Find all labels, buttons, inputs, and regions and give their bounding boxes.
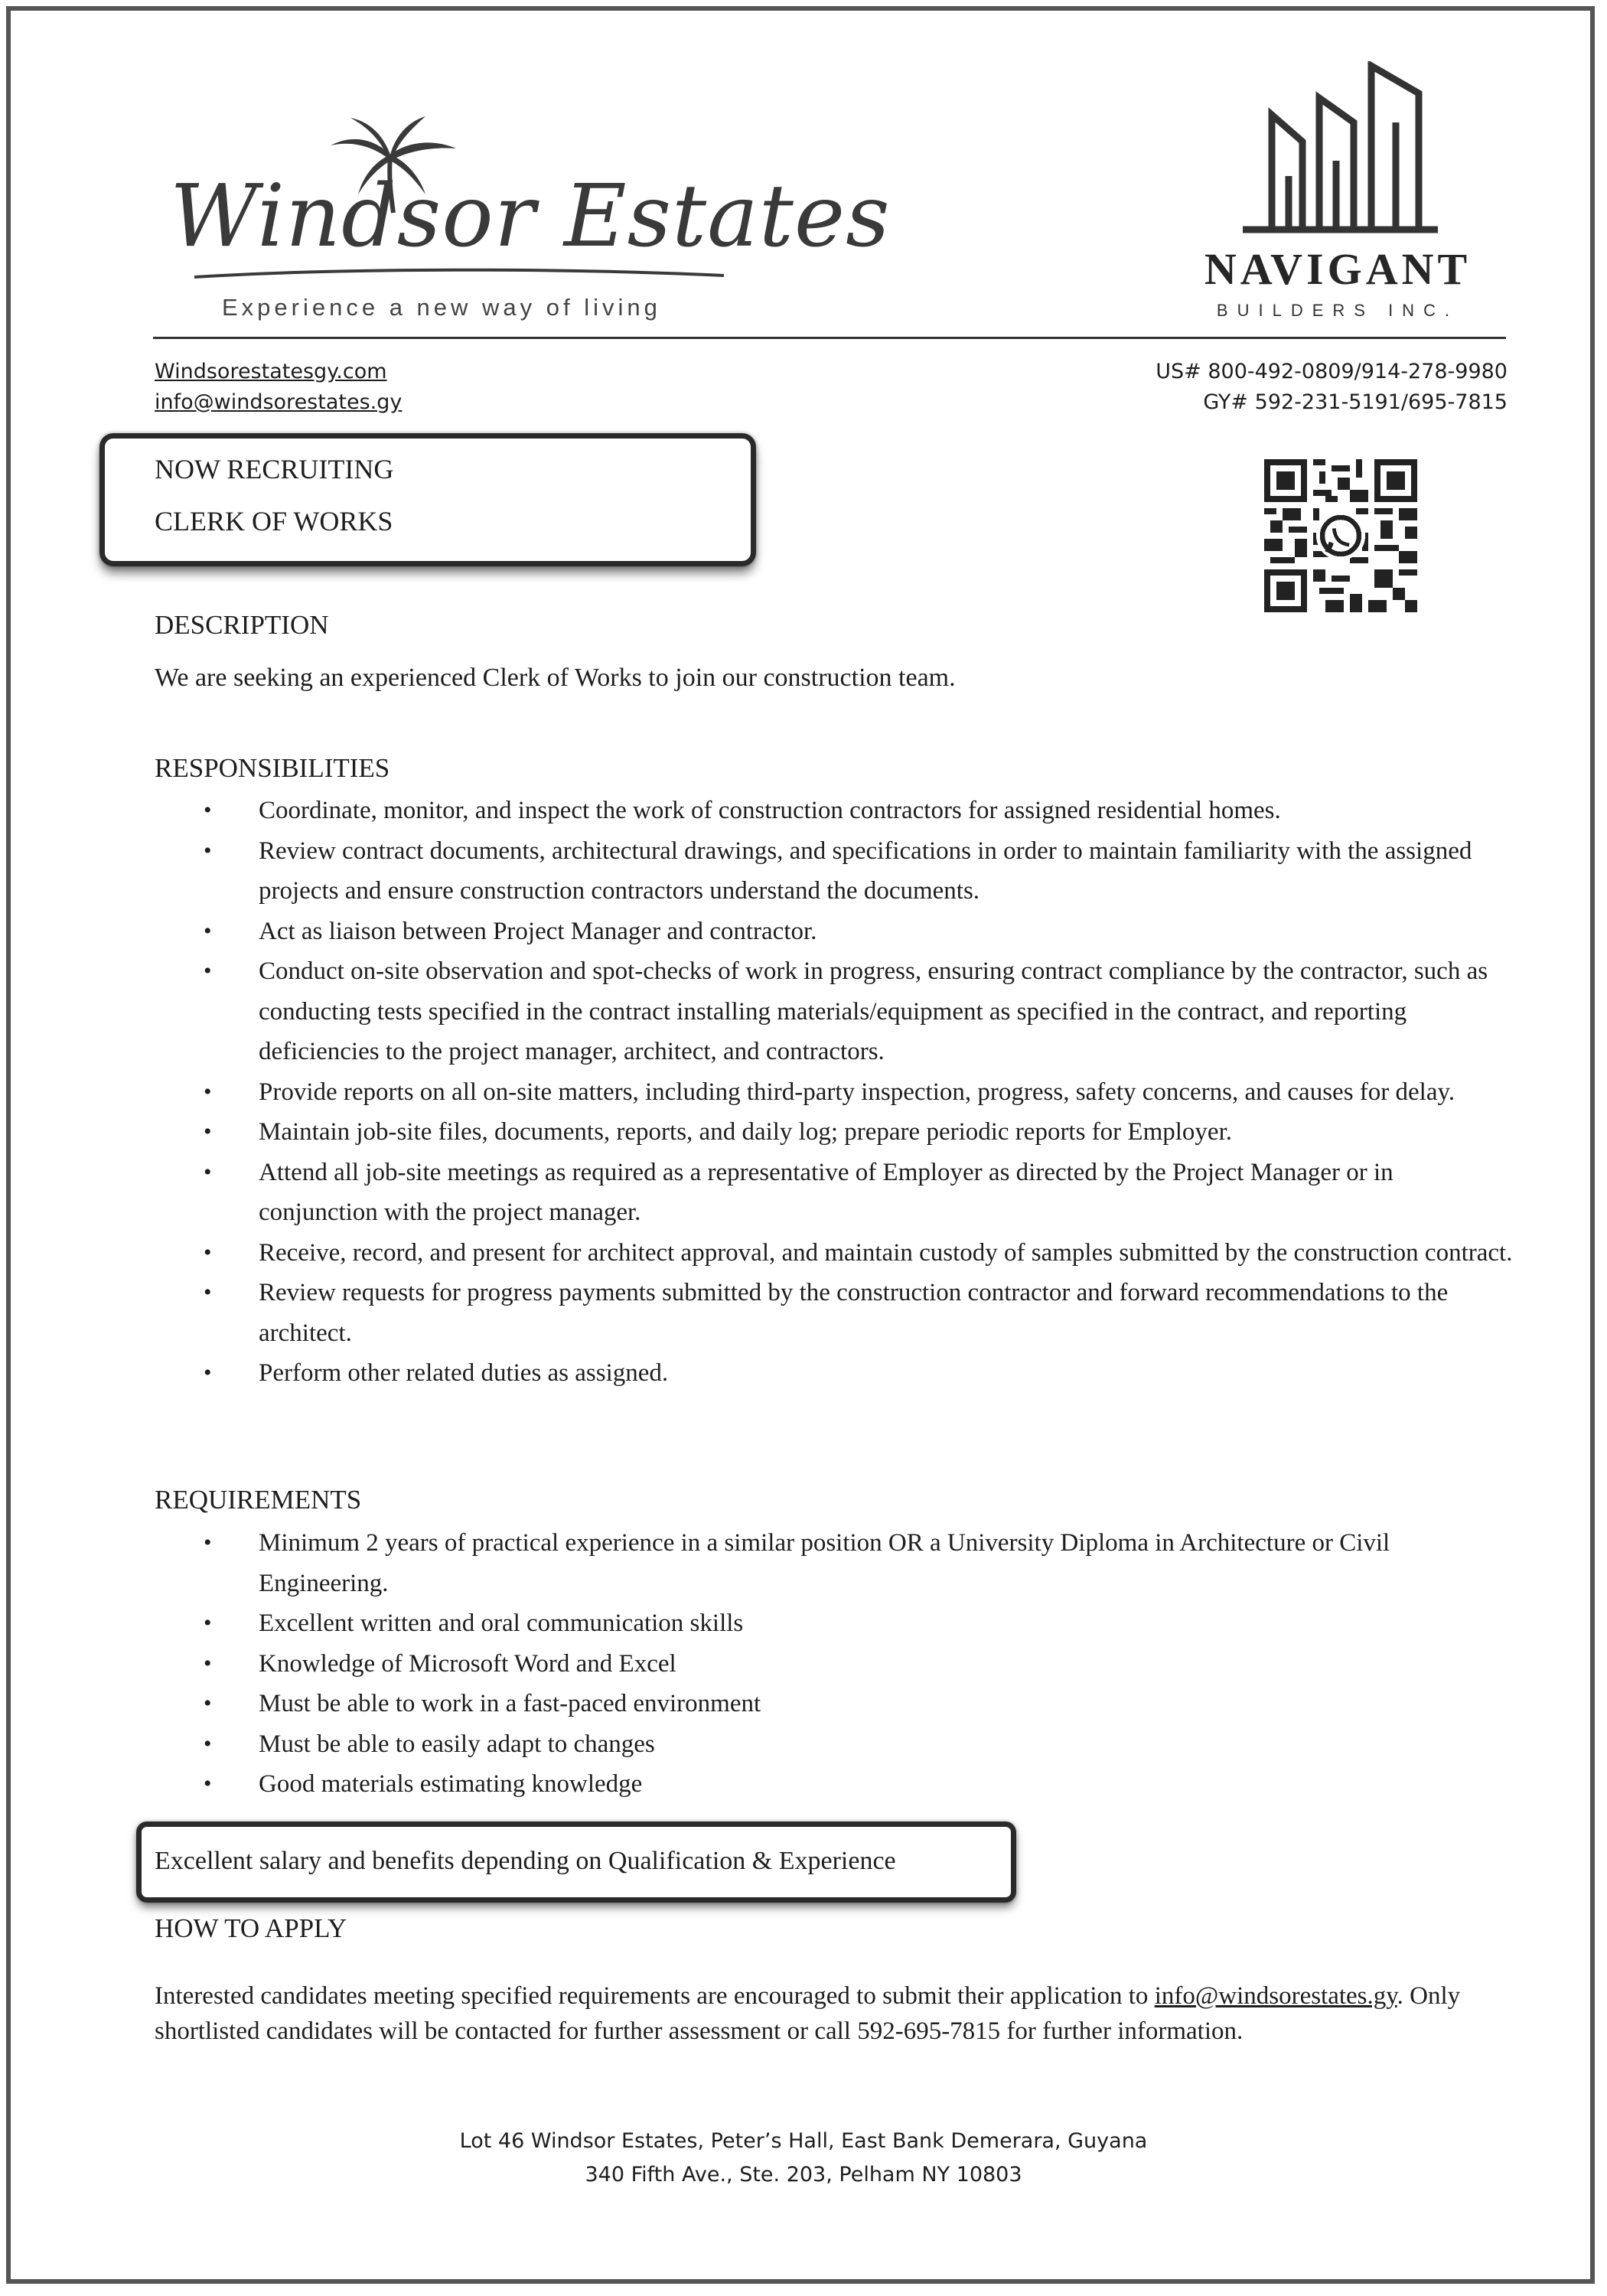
description-text: We are seeking an experienced Clerk of Works to join our construction team. <box>155 664 956 692</box>
list-item: • Excellent written and oral communication skills <box>155 1603 1517 1644</box>
apply-text-before: Interested candidates meeting specified requirements are encouraged to submit their application to <box>155 1982 1155 2010</box>
apply-text-after: . Only shortlisted candidates will be contacted for further assessment or call 592-695-7815 for further information. <box>155 1982 1461 2045</box>
navigant-name: NAVIGANT <box>1204 244 1472 294</box>
list-item: • Receive, record, and present for architect approval, and maintain custody of samples submitted by the construction contract. <box>155 1233 1517 1274</box>
list-item: • Good materials estimating knowledge <box>155 1764 1517 1805</box>
header-divider <box>153 337 1506 339</box>
buildings-icon <box>1235 61 1442 233</box>
email-link[interactable]: info@windsorestates.gy <box>155 390 403 414</box>
phone-us: US# 800-492-0809/914-278-9980 <box>1156 360 1508 383</box>
list-item: • Attend all job-site meetings as required as a representative of Employer as directed by the Project Manager or in conjunction with the project manager. <box>155 1153 1517 1233</box>
list-item: • Coordinate, monitor, and inspect the work of construction contractors for assigned residential homes. <box>155 791 1517 831</box>
list-item: • Review contract documents, architectural drawings, and specifications in order to maintain familiarity with the assigned projects and ensure construction contractors understand the documents. <box>155 831 1517 912</box>
apply-text <box>155 1978 1517 2049</box>
footer-address-guyana: Lot 46 Windsor Estates, Peter’s Hall, East Bank Demerara, Guyana <box>459 2129 1148 2153</box>
recruiting-label: NOW RECRUITING <box>155 454 394 484</box>
list-item: • Must be able to easily adapt to changes <box>155 1724 1517 1765</box>
list-item: • Must be able to work in a fast-paced environment <box>155 1684 1517 1724</box>
description-heading: DESCRIPTION <box>155 610 329 640</box>
list-item: • Review requests for progress payments submitted by the construction contractor and forward recommendations to the architect. <box>155 1273 1517 1353</box>
responsibilities-list <box>155 791 1517 1394</box>
job-title: CLERK OF WORKS <box>155 506 393 536</box>
whatsapp-qr-code[interactable] <box>1264 459 1417 612</box>
phone-gy: GY# 592-231-5191/695-7815 <box>1203 390 1508 414</box>
windsor-tagline: Experience a new way of living <box>222 294 661 321</box>
list-item: • Provide reports on all on-site matters, including third-party inspection, progress, safety concerns, and causes for delay. <box>155 1072 1517 1113</box>
list-item: • Knowledge of Microsoft Word and Excel <box>155 1644 1517 1684</box>
requirements-heading: REQUIREMENTS <box>155 1485 362 1515</box>
requirements-list <box>155 1523 1517 1805</box>
list-item: • Maintain job-site files, documents, reports, and daily log; prepare periodic reports for Employer. <box>155 1112 1517 1153</box>
logo-swash <box>191 266 727 288</box>
salary-note: Excellent salary and benefits depending on Qualification & Experience <box>155 1847 896 1875</box>
list-item: • Minimum 2 years of practical experience in a similar position OR a University Diploma in Architecture or Civil Engineering. <box>155 1523 1517 1603</box>
apply-heading: HOW TO APPLY <box>155 1913 347 1943</box>
list-item: • Perform other related duties as assigned. <box>155 1353 1517 1394</box>
list-item: • Conduct on-site observation and spot-checks of work in progress, ensuring contract compliance by the contractor, such as conducting tests specified in the contract installing materials/equipment as specified in the contract, and reporting deficiencies to the project manager, architect, and contractors. <box>155 951 1517 1072</box>
website-link[interactable]: Windsorestatesgy.com <box>155 360 387 383</box>
responsibilities-heading: RESPONSIBILITIES <box>155 753 390 783</box>
windsor-logo-text: Windsor Estates <box>170 167 891 266</box>
list-item: • Act as liaison between Project Manager and contractor. <box>155 912 1517 952</box>
footer-address-ny: 340 Fifth Ave., Ste. 203, Pelham NY 10803 <box>585 2163 1022 2187</box>
apply-email-link[interactable]: info@windsorestates.gy <box>1154 1982 1397 2010</box>
navigant-subtitle: BUILDERS INC. <box>1216 301 1459 320</box>
